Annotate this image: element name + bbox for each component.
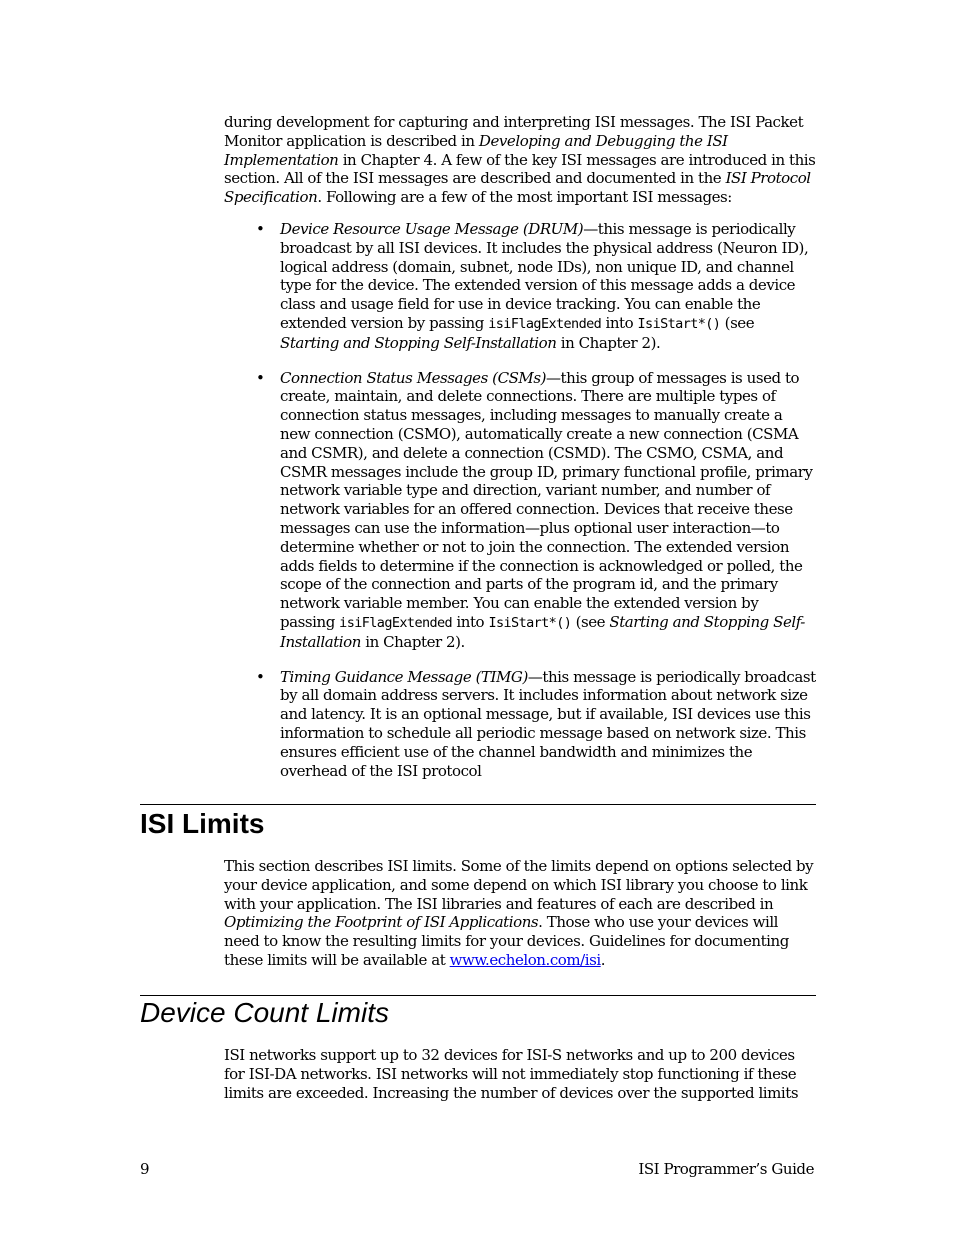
bullet-text-mid: into: [452, 612, 489, 631]
bullet-text: —this message is periodically broadcast by all domain address servers. It includes information about network size and latency. It is an optional message, but if available, ISI devices use this information to schedule all periodic message based on network size. This ensures efficient use of the channel bandwidth and minimizes the overhead of the ISI protocol: [280, 667, 816, 780]
page-number: 9: [140, 1160, 150, 1178]
isi-limits-text-3: .: [600, 950, 606, 969]
list-item-timg: [256, 668, 816, 781]
intro-paragraph: [224, 113, 816, 207]
isi-limits-reference: Optimizing the Footprint of ISI Applications: [224, 913, 539, 932]
code-flag-extended: isiFlagExtended: [339, 614, 453, 631]
bullet-reference: Starting and Stopping Self-Installation: [280, 333, 557, 352]
code-flag-extended: isiFlagExtended: [488, 315, 602, 332]
echelon-isi-link[interactable]: www.echelon.com/isi: [449, 950, 601, 969]
bullet-text: —this message is periodically broadcast by all ISI devices. It includes the physical address (Neuron ID), logical address (domain, subnet, node IDs), non unique ID, and channel type for the device. The extended version of this message adds a device class and usage field for use in device tracking. You can enable the extended version by passing: [280, 220, 809, 332]
device-count-paragraph: ISI networks support up to 32 devices for ISI-S networks and up to 200 devices for ISI-DA networks. ISI networks will not immediately stop functioning if these limits are exceeded. Increasing the number of devices over the supported limits: [224, 1046, 799, 1102]
code-isistart: IsiStart*(): [637, 315, 721, 332]
bullet-text-chapter: in Chapter 2).: [360, 632, 465, 651]
intro-text-3: . Following are a few of the most important ISI messages:: [317, 188, 732, 207]
intro-reference-protocol-spec: ISI Protocol Specification: [224, 169, 811, 207]
bullet-text-see: (see: [571, 612, 610, 631]
bullet-text: —this group of messages is used to create, maintain, and delete connections. There are multiple types of connection status messages, including messages to manually create a new connection (CSMO), automatically create a new connection (CSMA and CSMR), and delete a connection (CSMD). The CSMO, CSMA, and CSMR messages include the group ID, primary functional profile, primary network variable type and direction, variant number, and number of network variables for an offered connection. Devices that receive these messages can use the information—plus optional user interaction—to determine whether or not to join the connection. The extended version adds fields to determine if the connection is acknowledged or polled, the scope of the connection and parts of the program id, and the primary network variable member. You can enable the extended version by passing: [280, 368, 813, 631]
section-heading-isi-limits: ISI Limits: [140, 808, 265, 839]
bullet-icon: •: [256, 220, 265, 238]
isi-limits-text-1: This section describes ISI limits. Some of the limits depend on options selected by your device application, and some depend on which ISI library you choose to link with your application. The ISI libraries and features of each are described in: [224, 857, 814, 913]
intro-text-2: in Chapter 4. A few of the key ISI messages are introduced in this section. All of the ISI messages are described and documented in the: [224, 150, 816, 188]
bullet-icon: •: [256, 368, 265, 387]
bullet-icon: •: [256, 667, 265, 686]
bullet-text-see: (see: [720, 313, 755, 332]
list-item-csm: [256, 369, 816, 652]
bullet-reference: Starting and Stopping Self-Installation: [280, 612, 805, 651]
intro-text-1: during development for capturing and interpreting ISI messages. The ISI Packet Monitor application is described in: [224, 113, 804, 150]
bullet-term: Timing Guidance Message (TIMG): [280, 667, 528, 686]
code-isistart: IsiStart*(): [488, 614, 572, 631]
subsection-divider: [140, 995, 816, 996]
isi-message-list: [256, 220, 816, 796]
bullet-term: Connection Status Messages (CSMs): [280, 368, 546, 387]
footer-guide-title: ISI Programmer’s Guide: [638, 1160, 814, 1178]
bullet-text-mid: into: [601, 313, 638, 332]
intro-reference-debugging: Developing and Debugging the ISI Implementation: [224, 131, 728, 169]
bullet-term: Device Resource Usage Message (DRUM): [280, 220, 584, 238]
subsection-heading-device-count-limits: Device Count Limits: [140, 997, 389, 1028]
bullet-text-chapter: in Chapter 2).: [556, 333, 661, 352]
isi-limits-paragraph: [224, 857, 816, 970]
isi-limits-text-2: . Those who use your devices will need to know the resulting limits for your devices. Guidelines for documenting these limits will be available at: [224, 913, 789, 969]
list-item-drum: [256, 220, 816, 353]
section-divider: [140, 804, 816, 805]
